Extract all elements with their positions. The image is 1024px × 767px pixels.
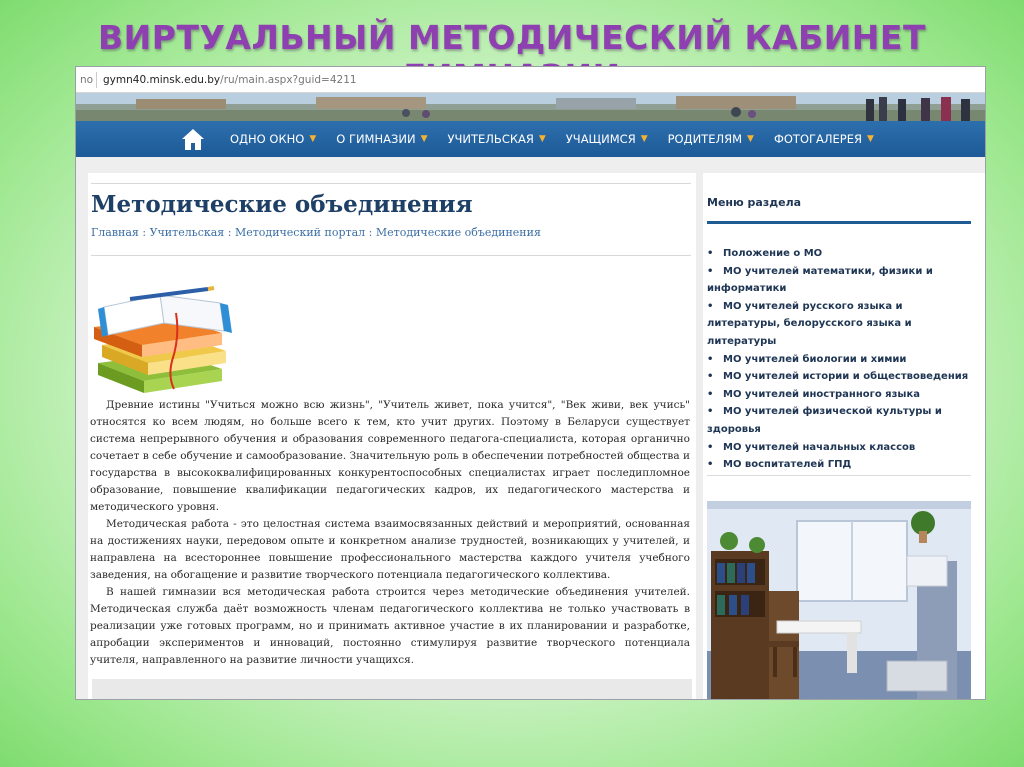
nav-item-teachers[interactable]: УЧИТЕЛЬСКАЯ ▼ bbox=[447, 132, 546, 146]
sidebar-menu bbox=[707, 245, 973, 474]
sidebar-item-history[interactable]: • МО учителей истории и обществоведения bbox=[707, 368, 973, 386]
classroom-photo bbox=[707, 501, 971, 700]
sidebar-item-gpd[interactable]: • МО воспитателей ГПД bbox=[707, 456, 973, 474]
chevron-down-icon: ▼ bbox=[309, 134, 317, 144]
address-prefix: no bbox=[80, 73, 94, 86]
books-illustration bbox=[90, 277, 240, 395]
paragraph: Древние истины "Учиться можно всю жизнь", "Учитель живет, пока учится", "Век живи, век учись" относятся ко всем людям, но больше всего к тем, кто учит других. Поэтому в Беларуси существует система непрерывного обучения и образования современного педагога-специалиста, которая органично сочетает в себе обучение и самообразование. Значительную роль в обеспечении потребностей общества и государства в высококвалифицированных конкурентоспособных специалистах играет последипломное образование, повышение квалификации педагогических кадров, их педагогического мастерства и методического уровня. bbox=[90, 399, 690, 513]
address-bar[interactable] bbox=[76, 67, 985, 93]
chevron-down-icon: ▼ bbox=[420, 134, 428, 144]
chevron-down-icon: ▼ bbox=[747, 134, 754, 144]
sidebar-item-math[interactable]: • МО учителей математики, физики и информатики bbox=[707, 263, 973, 298]
article-text bbox=[90, 397, 690, 669]
divider bbox=[91, 255, 691, 256]
chevron-down-icon: ▼ bbox=[866, 134, 874, 144]
sidebar bbox=[703, 173, 986, 700]
main-content bbox=[88, 173, 696, 700]
nav-item-parents[interactable]: РОДИТЕЛЯМ ▼ bbox=[667, 132, 754, 146]
breadcrumb-teachers[interactable]: Учительская bbox=[149, 226, 225, 239]
breadcrumb-method-portal[interactable]: Методический портал bbox=[234, 226, 366, 239]
sidebar-item-foreign-language[interactable]: • МО учителей иностранного языка bbox=[707, 386, 973, 404]
nav-item-students[interactable]: УЧАЩИМСЯ ▼ bbox=[565, 132, 648, 146]
paragraph: Методическая работа - это целостная система взаимосвязанных действий и мероприятий, основанная на достижениях науки, передовом опыте и конкретном анализе трудностей, возникающих у учителей, и направлена на всестороннее повышение профессионального мастерства каждого учителя учебного заведения, на обогащение и развитие творческого потенциала педагогического коллектива. bbox=[90, 518, 690, 581]
sidebar-title: Меню раздела bbox=[707, 196, 802, 209]
breadcrumb-home[interactable]: Главная bbox=[91, 226, 139, 239]
footer-panel bbox=[92, 679, 692, 700]
nav-item-gallery[interactable]: ФОТОГАЛЕРЕЯ ▼ bbox=[773, 132, 874, 146]
sidebar-item-biology[interactable]: • МО учителей биологии и химии bbox=[707, 351, 973, 369]
breadcrumb-current[interactable]: Методические объединения bbox=[375, 226, 541, 239]
paragraph: В нашей гимназии вся методическая работа строится через методические объединения учителей. Методическая служба даёт возможность членам педагогического коллектива не только участвовать в реализации уже готовых программ, но и принимать активное участие в их планировании и разработке, апробации экспериментов и инноваций, постоянно стимулируя развитие творческого потенциала учителя, направленного на развитие личности учащихся. bbox=[90, 586, 690, 666]
chevron-down-icon: ▼ bbox=[640, 134, 648, 144]
page-title: Методические объединения bbox=[91, 191, 473, 218]
breadcrumb: Главная : Учительская : Методический портал : Методические объединения bbox=[91, 226, 541, 239]
sidebar-item-physical-culture[interactable]: • МО учителей физической культуры и здоровья bbox=[707, 403, 973, 438]
divider bbox=[91, 183, 691, 184]
sidebar-title-underline bbox=[707, 221, 971, 224]
sidebar-item-russian[interactable]: • МО учителей русского языка и литературы, белорусского языка и литературы bbox=[707, 298, 973, 351]
sidebar-item-regulation[interactable]: • Положение о МО bbox=[707, 245, 973, 263]
main-navigation bbox=[76, 121, 985, 157]
home-icon[interactable] bbox=[180, 126, 206, 152]
chevron-down-icon: ▼ bbox=[538, 134, 546, 144]
address-divider bbox=[96, 72, 97, 88]
header-banner-photo bbox=[76, 93, 985, 121]
sidebar-item-primary[interactable]: • МО учителей начальных классов bbox=[707, 439, 973, 457]
nav-item-one-window[interactable]: ОДНО ОКНО ▼ bbox=[230, 132, 317, 146]
divider bbox=[707, 475, 971, 476]
address-url[interactable]: gymn40.minsk.edu.by/ru/main.aspx?guid=4211 bbox=[103, 73, 357, 86]
nav-item-about[interactable]: О ГИМНАЗИИ ▼ bbox=[336, 132, 428, 146]
slide-title: ВИРТУАЛЬНЫЙ МЕТОДИЧЕСКИЙ КАБИНЕТ bbox=[98, 18, 926, 57]
browser-window bbox=[75, 66, 986, 700]
